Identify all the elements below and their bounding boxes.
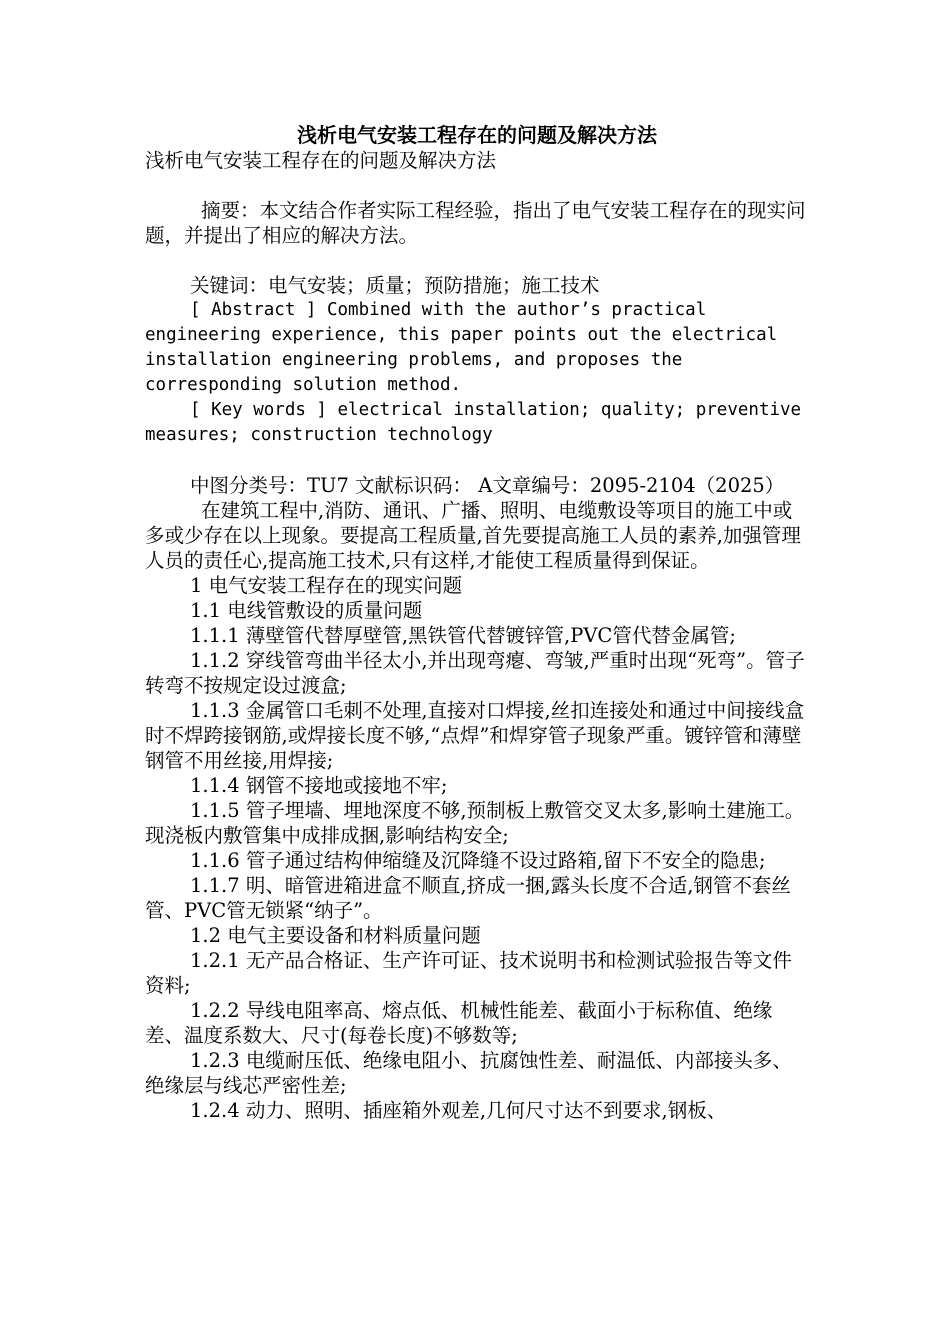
item-1-2-4: 1.2.4 动力、照明、插座箱外观差,几何尺寸达不到要求,钢板、 bbox=[190, 1099, 727, 1122]
classification-line: 中图分类号：TU7 文献标识码： A文章编号：2095-2104（2025） bbox=[190, 474, 785, 497]
spacer bbox=[145, 448, 809, 473]
section-heading-1-2: 1.2 电气主要设备和材料质量问题 bbox=[190, 924, 481, 947]
item-1-1-6: 1.1.6 管子通过结构伸缩缝及沉降缝不设过路箱,留下不安全的隐患; bbox=[190, 849, 766, 872]
abstract-en-paragraph: [ Abstract ] Combined with the author’s practical engineering experience, this paper points out the electrical installation engineering problems, and proposes the corresponding solution method. bbox=[145, 300, 778, 395]
section-heading-1-1: 1.1 电线管敷设的质量问题 bbox=[190, 599, 423, 622]
abstract-paragraph: 摘要：本文结合作者实际工程经验，指出了电气安装工程存在的现实问题，并提出了相应的解决方法。 bbox=[145, 199, 806, 247]
document-subtitle: 浅析电气安装工程存在的问题及解决方法 bbox=[145, 149, 497, 172]
item-1-1-5: 1.1.5 管子埋墙、埋地深度不够,预制板上敷管交叉太多,影响土建施工。现浇板内敷管集中成排成捆,影响结构安全; bbox=[145, 799, 805, 847]
item-1-1-3: 1.1.3 金属管口毛刺不处理,直接对口焊接,丝扣连接处和通过中间接线盒时不焊跨接钢筋,或焊接长度不够,“点焊”和焊穿管子现象严重。镀锌管和薄壁钢管不用丝接,用焊接; bbox=[145, 699, 805, 772]
intro-paragraph: 在建筑工程中,消防、通讯、广播、照明、电缆敷设等项目的施工中或多或少存在以上现象。要提高工程质量,首先要提高施工人员的素养,加强管理人员的责任心,提高施工技术,只有这样,才能使工程质量得到保证。 bbox=[145, 499, 801, 572]
item-1-2-3: 1.2.3 电缆耐压低、绝缘电阻小、抗腐蚀性差、耐温低、内部接头多、绝缘层与线芯严密性差; bbox=[145, 1049, 792, 1097]
document-title: 浅析电气安装工程存在的问题及解决方法 bbox=[297, 123, 657, 147]
spacer bbox=[145, 173, 809, 198]
item-1-1-1: 1.1.1 薄壁管代替厚壁管,黑铁管代替镀锌管,PVC管代替金属管; bbox=[190, 624, 736, 647]
item-1-1-4: 1.1.4 钢管不接地或接地不牢; bbox=[190, 774, 448, 797]
keywords-paragraph: 关键词：电气安装；质量；预防措施；施工技术 bbox=[190, 274, 600, 297]
item-1-1-7: 1.1.7 明、暗管进箱进盒不顺直,挤成一捆,露头长度不合适,钢管不套丝管、PVC管无锁紧“纳子”。 bbox=[145, 874, 791, 922]
section-heading-1: 1 电气安装工程存在的现实问题 bbox=[190, 574, 463, 597]
spacer bbox=[145, 248, 809, 273]
item-1-2-1: 1.2.1 无产品合格证、生产许可证、技术说明书和检测试验报告等文件资料; bbox=[145, 949, 792, 997]
item-1-2-2: 1.2.2 导线电阻率高、熔点低、机械性能差、截面小于标称值、绝缘差、温度系数大、尺寸(每卷长度)不够数等; bbox=[145, 999, 773, 1047]
item-1-1-2: 1.1.2 穿线管弯曲半径太小,并出现弯瘪、弯皱,严重时出现“死弯”。管子转弯不按规定设过渡盒; bbox=[145, 649, 805, 697]
keywords-en-paragraph: [ Key words ] electrical installation; quality; preventive measures; construction technology bbox=[145, 400, 802, 445]
document-page bbox=[145, 122, 809, 1123]
